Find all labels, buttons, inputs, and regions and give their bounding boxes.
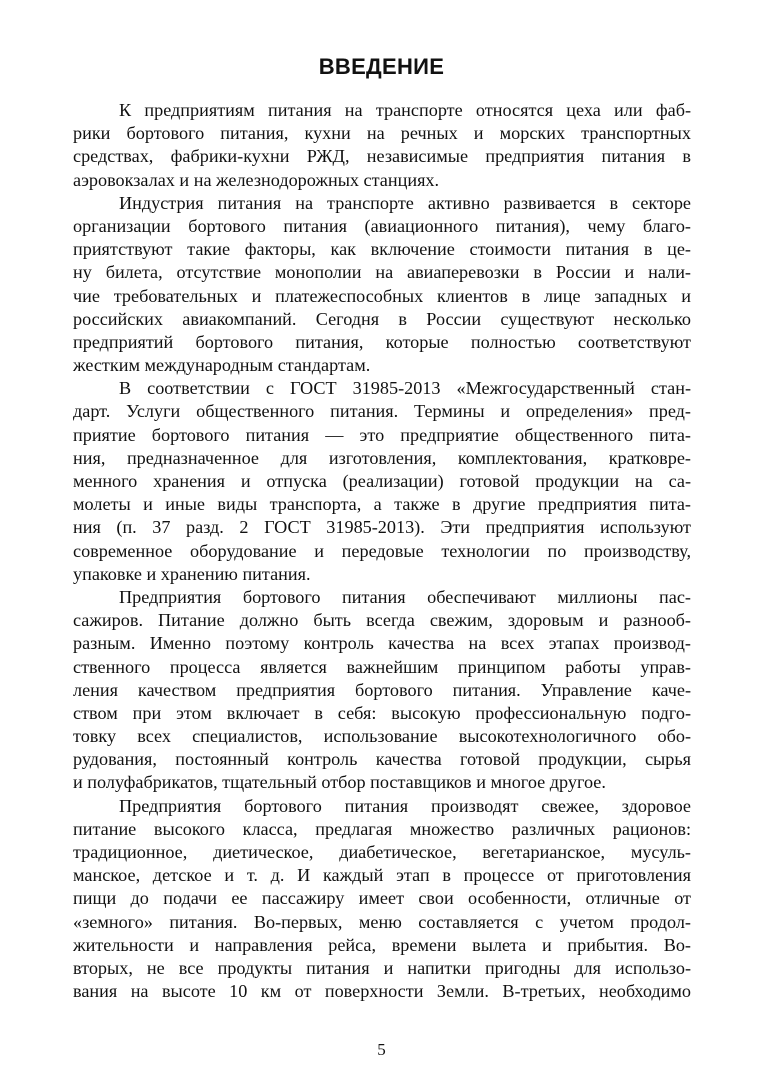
text-line: Предприятия бортового питания обеспечивают миллионы пас-: [119, 586, 691, 607]
text-line: вания на высоте 10 км от поверхности Земли. В-третьих, необходимо: [73, 981, 691, 1002]
text-line: приятие бортового питания — это предприятие общественного пита-: [73, 424, 691, 445]
text-line: жестким международным стандартам.: [73, 355, 371, 376]
paragraph: [73, 795, 691, 1004]
text-line: молеты и иные виды транспорта, а также в другие предприятия пита-: [73, 494, 691, 515]
text-line: чие требовательных и платежеспособных клиентов в лице западных и: [73, 285, 691, 306]
text-line: организации бортового питания (авиационного питания), чему благо-: [73, 215, 691, 236]
page-number: 5: [377, 1040, 386, 1059]
text-line: менного хранения и отпуска (реализации) готовой продукции на са-: [73, 471, 691, 491]
text-line: аэровокзалах и на железнодорожных станциях.: [73, 169, 440, 190]
paragraph: [73, 377, 691, 586]
text-line: российских авиакомпаний. Сегодня в России существуют несколько: [73, 308, 691, 329]
text-line: «земного» питания. Во-первых, меню составляется с учетом продол-: [73, 911, 691, 932]
text-line: рики бортового питания, кухни на речных и морских транспортных: [73, 123, 691, 144]
text-line: вторых, не все продукты питания и напитки пригодны для использо-: [73, 957, 691, 978]
text-line: приятствуют такие факторы, как включение стоимости питания в це-: [73, 239, 691, 260]
text-line: товку всех специалистов, использование высокотехнологичного обо-: [73, 726, 691, 747]
page-title: ВВЕДЕНИЕ: [318, 54, 445, 79]
text-line: пищи до подачи ее пассажиру имеет свои особенности, отличные от: [73, 888, 691, 909]
text-line: современное оборудование и передовые технологии по производству,: [73, 540, 691, 561]
text-line: упаковке и хранению питания.: [73, 563, 311, 584]
paragraph: [73, 586, 691, 795]
text-line: ственного процесса является важнейшим принципом работы управ-: [73, 656, 691, 677]
text-line: и полуфабрикатов, тщательный отбор поставщиков и многое другое.: [73, 772, 606, 793]
text-line: предприятий бортового питания, которые полностью соответствуют: [73, 331, 691, 352]
text-line: разным. Именно поэтому контроль качества на всех этапах производ-: [73, 633, 691, 654]
text-line: ления качеством предприятия бортового питания. Управление каче-: [73, 679, 691, 700]
text-line: средствах, фабрики-кухни РЖД, независимые предприятия питания в: [73, 146, 691, 167]
text-line: жительности и направления рейса, времени вылета и прибытия. Во-: [73, 934, 691, 955]
text-line: Индустрия питания на транспорте активно развивается в секторе: [119, 192, 691, 213]
text-line: ну билета, отсутствие монополии на авиаперевозки в России и нали-: [73, 262, 691, 283]
text-line: питание высокого класса, предлагая множество различных рационов:: [73, 818, 691, 839]
text-line: Предприятия бортового питания производят свежее, здоровое: [119, 795, 691, 816]
text-line: В соответствии с ГОСТ 31985-2013 «Межгосударственный стан-: [119, 378, 691, 399]
text-line: ния, предназначенное для изготовления, комплектования, кратковре-: [73, 447, 691, 468]
text-line: рудования, постоянный контроль качества готовой продукции, сырья: [73, 749, 691, 770]
text-line: традиционное, диетическое, диабетическое, вегетарианское, мусуль-: [73, 842, 691, 862]
body-text: [73, 99, 691, 1003]
text-line: К предприятиям питания на транспорте относятся цеха или фаб-: [119, 100, 691, 120]
text-line: дарт. Услуги общественного питания. Термины и определения» пред-: [73, 401, 691, 422]
paragraph: [73, 99, 691, 192]
text-line: сажиров. Питание должно быть всегда свежим, здоровым и разнооб-: [73, 610, 691, 631]
text-line: манское, детское и т. д. И каждый этап в процессе от приготовления: [73, 865, 691, 886]
paragraph: [73, 192, 691, 378]
text-line: ством при этом включает в себя: высокую профессиональную подго-: [73, 702, 691, 723]
text-line: ния (п. 37 разд. 2 ГОСТ 31985-2013). Эти предприятия используют: [73, 517, 691, 538]
